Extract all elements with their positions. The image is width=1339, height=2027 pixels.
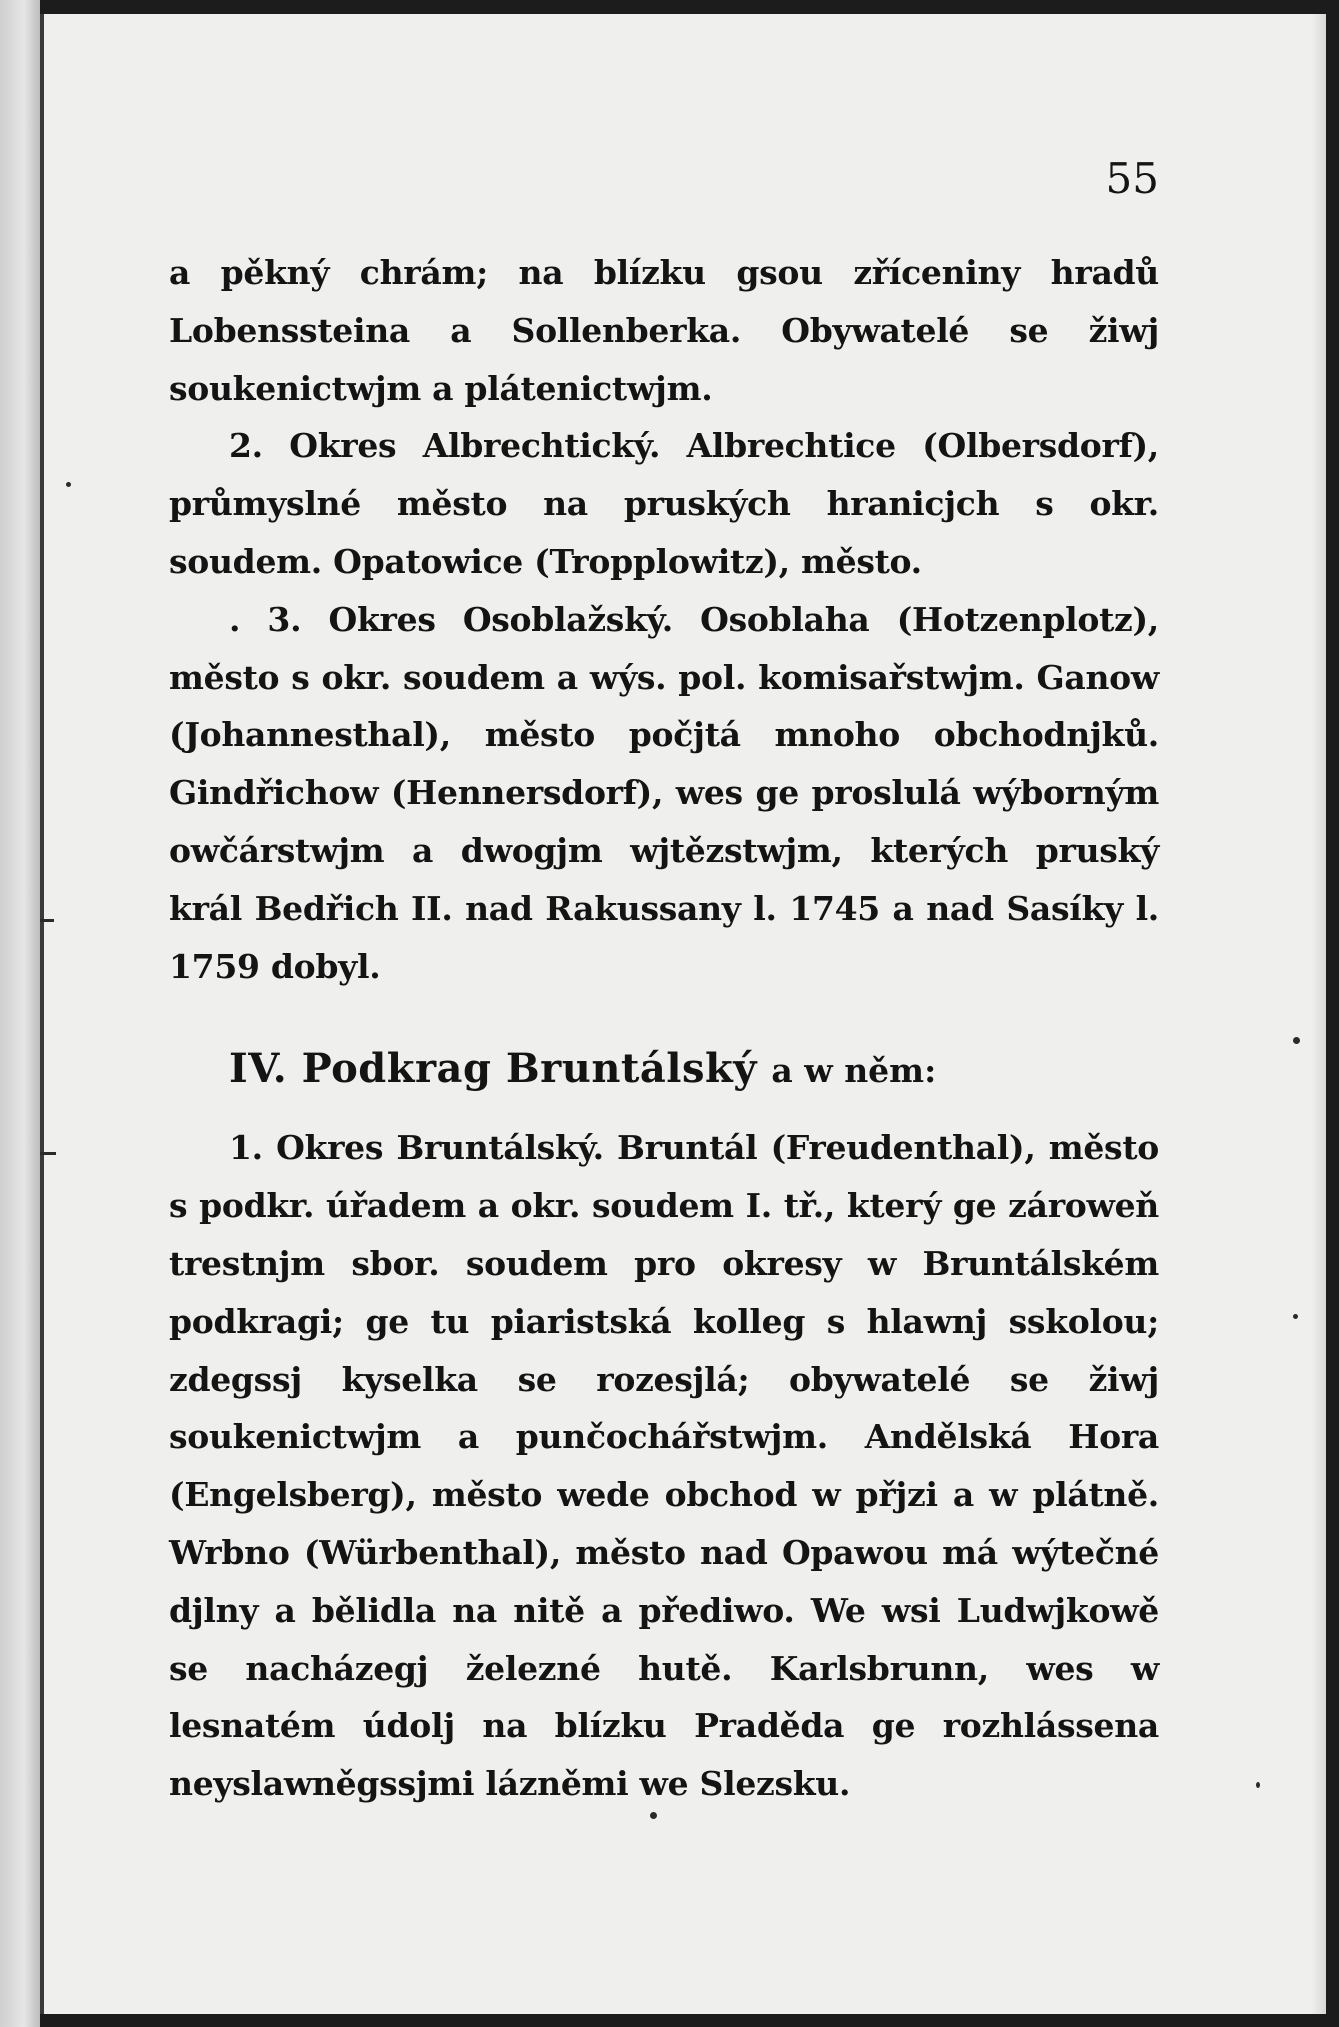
scan-speck bbox=[66, 482, 71, 487]
paragraph: 2. Okres Albrechtický. Albrechtice (Olbersdorf), průmyslné město na pruských hranicjch s okr. soudem. Opatowice (Tropplowitz), město. bbox=[169, 426, 1159, 581]
page-shadow-edge bbox=[1312, 14, 1326, 2014]
paragraph: . 3. Okres Osoblažský. Osoblaha (Hotzenplotz), město s okr. soudem a wýs. pol. komisařstwjm. Ganow (Johannesthal), město počjtá mnoho obchodnjků. Gindřichow (Hennersdorf), wes ge proslulá wýborným owčárstwjm a dwogjm wjtězstwjm, kterých pruský král Bedřich II. nad Rakussany l. 1745 a nad Sasíky l. 1759 dobyl. bbox=[169, 599, 1159, 986]
scan-mark bbox=[40, 919, 54, 922]
paragraph: a pěkný chrám; na blízku gsou zříceniny hradů Lobenssteina a Sollenberka. Obywatelé se žiwj soukenictwjm a plátenictwjm. bbox=[169, 253, 1159, 408]
scan-speck bbox=[1293, 1037, 1300, 1044]
scan-speck bbox=[650, 1812, 657, 1819]
paragraph: 1. Okres Bruntálský. Bruntál (Freudenthal), město s podkr. úřadem a okr. soudem I. tř., který ge zároweň trestnjm sbor. soudem pro okresy w Bruntálském podkragi; ge tu piaristská kolleg s hlawnj sskolou; zdegssj kyselka se rozesjlá; obywatelé se žiwj soukenictwjm a punčochářstwjm. Andělská Hora (Engelsberg), město wede obchod w přjzi a w plátně. Wrbno (Würbenthal), město nad Opawou má wýtečné djlny a bělidla na nitě a přediwo. We wsi Ludwjkowě se nacházegj železné hutě. Karlsbrunn, wes w lesnatém údolj na blízku Praděda ge rozhlássena neyslawněgssjmi lázněmi we Slezsku. bbox=[169, 1128, 1159, 1804]
scan-mark bbox=[40, 1152, 56, 1155]
section-heading-tail: a w něm: bbox=[771, 1051, 937, 1091]
book-page bbox=[40, 14, 1326, 2014]
section-heading-title: IV. Podkrag Bruntálský bbox=[229, 1045, 757, 1093]
text-body bbox=[169, 244, 1159, 1813]
scan-speck bbox=[1256, 1782, 1260, 1788]
previous-page-edge bbox=[0, 0, 40, 2027]
page-number: 55 bbox=[1105, 154, 1159, 203]
section-heading bbox=[229, 1039, 1159, 1101]
scan-speck bbox=[1293, 1314, 1298, 1319]
